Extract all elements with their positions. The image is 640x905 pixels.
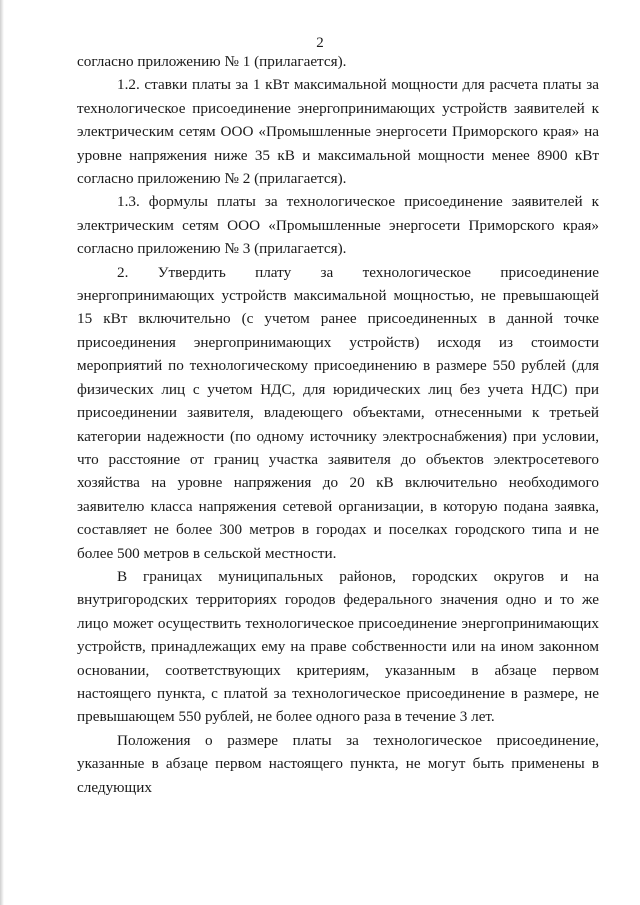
paragraph-municipal-limits: В границах муниципальных районов, городских округов и на внутригородских территориях городов федерального значения одно и то же лицо может осуществить технологическое присоединение энергопринимающих устройств, принадлежащих ему на праве собственности или на ином законном основании, соответствующих критериям, указанным в абзаце первом настоящего пункта, с платой за технологическое присоединение в размере, не превышающем 550 рублей, не более одного раза в течение 3 лет. <box>77 567 599 726</box>
paragraph-continuation: согласно приложению № 1 (прилагается). <box>77 53 347 70</box>
document-body <box>77 50 599 799</box>
scan-edge <box>0 0 4 905</box>
paragraph-provisions: Положения о размере платы за технологическое присоединение, указанные в абзаце первом настоящего пункта, не могут быть применены в следующих <box>77 731 599 796</box>
paragraph-1-2: 1.2. ставки платы за 1 кВт максимальной мощности для расчета платы за технологическое присоединение энергопринимающих устройств заявителей к электрическим сетям ООО «Промышленные энергосети Приморского края» на уровне напряжения ниже 35 кВ и максимальной мощности менее 8900 кВт согласно приложению № 2 (прилагается). <box>77 76 599 188</box>
paragraph-2: 2. Утвердить плату за технологическое присоединение энергопринимающих устройств максимальной мощностью, не превышающей 15 кВт включительно (с учетом ранее присоединенных в данной точке присоединения энергопринимающих устройств) исходя из стоимости мероприятий по технологическому присоединению в размере 550 рублей (для физических лиц с учетом НДС, для юридических лиц без учета НДС) при присоединении заявителя, владеющего объектами, отнесенными к третьей категории надежности (по одному источнику электроснабжения) при условии, что расстояние от границ участка заявителя до объектов электросетевого хозяйства на уровне напряжения до 20 кВ включительно необходимого заявителю класса напряжения сетевой организации, в которую подана заявка, составляет не более 300 метров в городах и поселках городского типа и не более 500 метров в сельской местности. <box>77 263 599 562</box>
page-number: 2 <box>316 35 324 51</box>
paragraph-1-3: 1.3. формулы платы за технологическое присоединение заявителей к электрическим сетям ООО «Промышленные энергосети Приморского края» согласно приложению № 3 (прилагается). <box>77 193 599 258</box>
